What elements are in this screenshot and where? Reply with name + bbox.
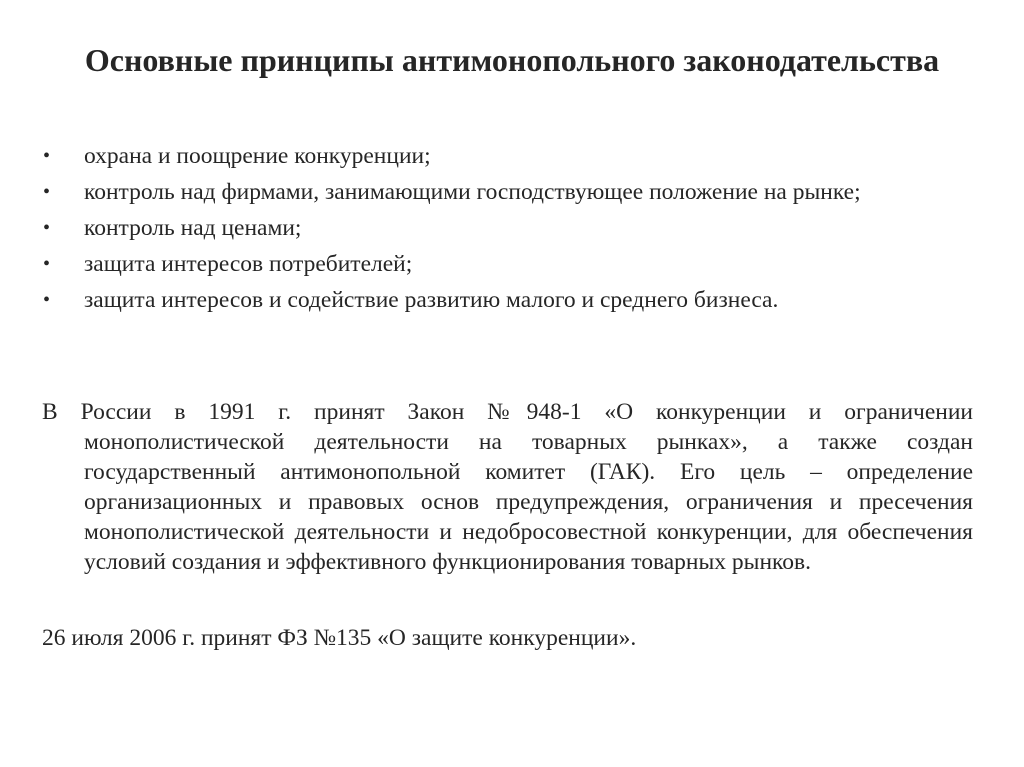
list-item-text: контроль над ценами; bbox=[84, 215, 302, 241]
list-item-text: защита интересов и содействие развитию малого и среднего бизнеса. bbox=[84, 287, 779, 313]
list-item bbox=[40, 177, 980, 207]
law-2006-line: 26 июля 2006 г. принят ФЗ №135 «О защите конкуренции». bbox=[42, 625, 637, 651]
list-item bbox=[40, 213, 980, 243]
list-item-text: охрана и поощрение конкуренции; bbox=[84, 143, 431, 169]
bullet-icon: • bbox=[43, 181, 51, 203]
russia-1991-paragraph bbox=[42, 397, 973, 577]
bullet-icon: • bbox=[43, 289, 51, 311]
list-item-text: защита интересов потребителей; bbox=[84, 251, 413, 277]
bullet-icon: • bbox=[43, 145, 51, 167]
bullet-icon: • bbox=[43, 217, 51, 239]
list-item-text: контроль над фирмами, занимающими господствующее положение на рынке; bbox=[84, 179, 861, 205]
list-item bbox=[40, 141, 980, 171]
slide-title: Основные принципы антимонопольного законодательства bbox=[84, 42, 940, 78]
list-item bbox=[40, 249, 980, 279]
bullet-icon: • bbox=[43, 253, 51, 275]
paragraph-text: В России в 1991 г. принят Закон №948-1 «О конкуренции и ограничении монополистической деятельности на товарных рынках», а также создан государственный антимонопольной комитет (ГАК). Его цель – определение организационных и правовых основ предупреждения, ограничения и пресечения монополистической деятельности и недобросовестной конкуренции, для обеспечения условий создания и эффективного функционирования товарных рынков. bbox=[42, 399, 973, 575]
principles-list bbox=[40, 141, 980, 321]
list-item bbox=[40, 285, 980, 315]
